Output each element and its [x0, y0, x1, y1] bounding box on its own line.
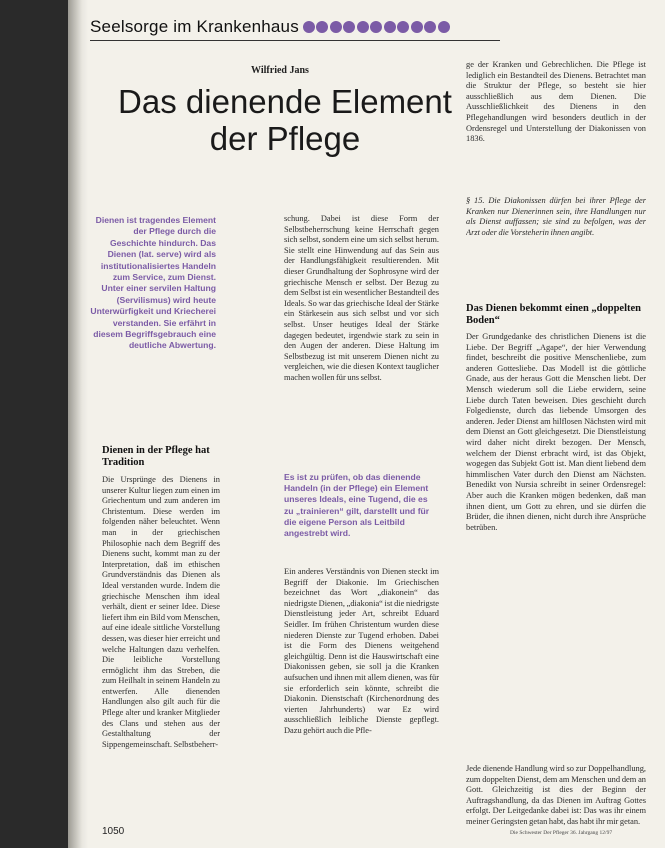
- decorative-dot: [397, 21, 409, 33]
- lead-paragraph: Dienen ist tragendes Element der Pflege durch die Geschichte hindurch. Das Dienen (lat. serve) wird als institutionalisiertes Handeln zum Service, zum Dienst. Unter einer servilen Haltung (Servilismus) wird heute Unterwürfigkeit und Kriecherei verstanden. Sie erfährt in diesem Begriffsgebrauch eine deutliche Abwertung.: [90, 215, 216, 351]
- decorative-dot: [411, 21, 423, 33]
- decorative-dot: [370, 21, 382, 33]
- section-title: Seelsorge im Krankenhaus: [90, 17, 299, 36]
- decorative-dot: [303, 21, 315, 33]
- decorative-dot: [384, 21, 396, 33]
- subheading-doppelter-boden: Das Dienen bekommt einen „doppelten Boden“: [466, 303, 642, 326]
- decorative-dot: [438, 21, 450, 33]
- decorative-dots: [303, 21, 452, 33]
- decorative-dot: [316, 21, 328, 33]
- body-column-3-middle: Der Grundgedanke des christlichen Dienens ist die Liebe. Der Begriff „Agape“, der hier Verwendung findet, beschreibt die positive Menschenliebe, zum anderen Gottesliebe. Das Modell ist die göttliche Gnade, aus der heraus Gott die Menschen liebt. Der Mensch wiederum soll die Liebe erwidern, seine Liebe durch Taten beweisen. Dies geschieht durch Folgedienste, durch das liebende Umsorgen des anderen. Jeder Dienst am hilflosen Nächsten wird mit dem Dienst an Gott gleichgesetzt. Die Dienstleistung wird daher nicht direkt bezogen. Der Mensch, welchem der Dienst erbracht wird, ist das Objekt, wogegen das Subjekt Gott ist. Man dient liebend dem himmlischen Vater durch den Dienst am Nächsten. Benedikt von Nursia schreibt in seiner Ordensregel: Aber auch die Kranken mögen bedenken, daß man ihnen dient, um Gott zu ehren, und sie dürfen die Brüder, die ihnen dienen, nicht durch ihre Ansprüche betrüben.: [466, 332, 646, 532]
- subheading-tradition: Dienen in der Pflege hat Tradition: [102, 445, 210, 468]
- body-column-2-bottom: Ein anderes Verständnis von Dienen steckt im Begriff der Diakonie. Im Griechischen bezeichnet das Wort „diakonein“ das niedrigste Dienen, „diakonia“ ist die niedrigste Dienstleistung jeder Art, schreibt Eduard Seidler. Im frühen Christentum wurden diese niederen Dienste zur Tugend erhoben. Dabei ist die Form des Dienens weitgehend gleichgültig. Denn ist die Hauswirtschaft eine Diakonissen geben, sie soll ja die Kranken aufsuchen und ihnen mit allem dienen, was für sie erforderlich sein könnte, schreibt die Diakonin. Dienstschaft (Kirchenordnung des vierten Jahrhunderts) war Ez wird ausschließlich leibliche Dienste gepflegt. Dazu gehört auch die Pfle-: [284, 567, 439, 735]
- decorative-dot: [330, 21, 342, 33]
- body-column-2-top: schung. Dabei ist diese Form der Selbstbeherrschung keine Herrschaft gegen sich selbst, sondern eine um sich selbst herum. Sie stellt eine Hinwendung auf das Sein aus der Handlungsfähigkeit resultierenden. Mit dieser Grundhaltung der Sophrosyne wird der griechische Mensch er selbst. Der Bezug zu dem Selbst ist ein wesentlicher Bestandteil des Ideals. So war das griechische Ideal der Stärke ein Stärkesein aus sich selbst und vor sich selbst. Unser heutiges Ideal der Stärke dagegen bedeutet, irgendwie stark zu sein in den Augen der anderen. Diese Haltung im Selbstbezug ist mit unserem Dienen nicht zu vergleichen, wie die diesen Kontext tauglicher machen wollen für uns selbst.: [284, 214, 439, 382]
- page-gutter-shadow: [68, 0, 88, 848]
- pull-quote: Es ist zu prüfen, ob das dienende Handeln (in der Pflege) ein Element unseres Ideals, eine Tugend, die es zu „trainieren“ gilt, darstellt und für die eigene Person als Leitbild angestrebt wird.: [284, 472, 430, 539]
- header-rule: [90, 40, 500, 41]
- journal-footer: Die Schwester Der Pfleger 36. Jahrgang 12/97: [510, 830, 613, 836]
- body-column-3-top: ge der Kranken und Gebrechlichen. Die Pflege ist lediglich ein Bestandteil des Dienens. Betrachtet man die Struktur der Pflege, so besteht sie hier ausschließlich aus dem Dienen. Die Ausschließlichkeit des Dienens in den Pflegehandlungen wird besonders deutlich in der Ordensregel und Unterstellung der Diakonissen von 1836.: [466, 60, 646, 144]
- author-name: Wilfried Jans: [251, 65, 309, 76]
- quoted-rule-italic: § 15. Die Diakonissen dürfen bei ihrer Pflege der Kranken nur Dienerinnen sein, ihre Handlungen nur als Dienst auffassen; sie sind zu befolgen, was der Arzt oder die Vorsteherin ihnen angibt.: [466, 196, 646, 237]
- page-number: 1050: [102, 826, 125, 837]
- article-title: Das dienende Element der Pflege: [118, 83, 452, 157]
- decorative-dot: [357, 21, 369, 33]
- section-header: [90, 14, 451, 40]
- decorative-dot: [343, 21, 355, 33]
- body-column-3-bottom: Jede dienende Handlung wird so zur Doppelhandlung, zum doppelten Dienst, dem am Menschen und dem an Gott. Gleichzeitig ist dies der Beginn der Auftragshandlung, da das Dienen im Auftrag Gottes erfolgt. Der Leitgedanke dabei ist: Das was ihr einem meiner Geringsten getan habt, das habt ihr mir getan.: [466, 764, 646, 826]
- magazine-page: [68, 0, 665, 848]
- decorative-dot: [424, 21, 436, 33]
- body-column-1: Die Ursprünge des Dienens in unserer Kultur liegen zum einen im Griechentum und zum anderen im Christentum. Diese werden im folgenden näher beleuchtet. Wenn man in der griechischen Philosophie nach dem Begriff des Dienens sucht, kommt man zu der Interpretation, daß im ethischen Grundverständnis das Dienen als Ideal verstanden wurde. Indem die griechische Menschen ihm ideal verhält, dient er seiner Idee. Diese liefert ihm ein Bild vom Menschen, auf eine ideale sittliche Vorstellung dessen, was dieser hier erreicht und welche Haltungen dazu verhelfen. Die leibliche Vorstellung ermöglicht ihm das Streben, die zum Heilhalt in seinem Handeln zu entwerfen. Alle dienenden Handlungen also gilt auch für die Pflege alter und kranker Mitglieder des Clans und stehen aus der Gestalthaltung der Sippengemeinschaft. Selbstbeherr-: [102, 475, 220, 749]
